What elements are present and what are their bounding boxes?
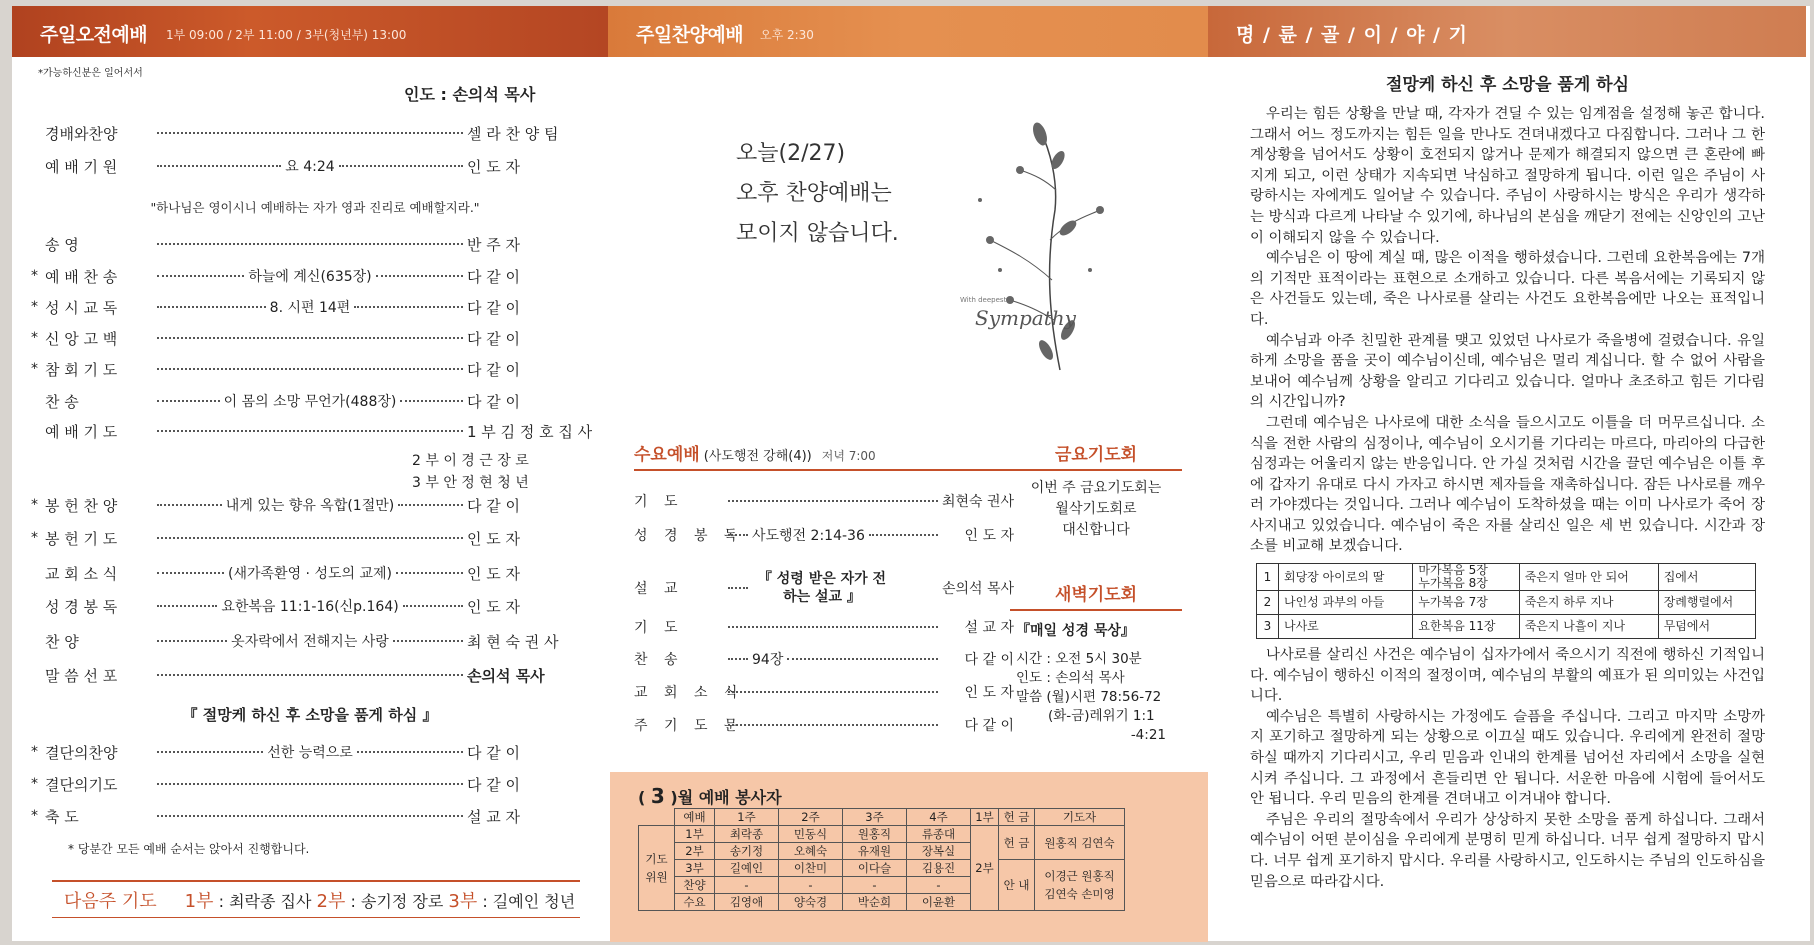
notice-line: 모이지 않습니다. xyxy=(736,221,899,246)
standing-mark: * xyxy=(31,808,38,824)
left-header-band xyxy=(12,6,608,57)
article-paragraph: 그런데 예수님은 나사로에 대한 소식을 들으시고도 이틀을 더 머무르십니다. 소식을 전한 사람의 심정이나, 예수님이 오시기를 기다리는 마르다, 마리아의 다급한 심정과는 어울리지 않는 반응입니다. 안 가실 것처럼 시간을 끌던 예수님은 이틀 후에 갑자기 유대로 다시 가자고 하시면 제자들을 재촉하십니다. 잠든 나사로를 깨우러 가야겠다는 것입니다. 그러나 예수님이 도착하셨을 때는 이미 나사로가 죽어 장사지내고 있었습니다. 예수님이 죽은 자를 살리신 일은 세 번 있습니다. 시간과 장소를 비교해 보겠습니다. xyxy=(1250,414,1765,555)
serv-cell: 송기정 xyxy=(715,843,779,860)
order-item-label: 찬 송 xyxy=(45,392,79,411)
serv-usher-names xyxy=(1035,860,1125,911)
scripture-quote: "하나님은 영이시니 예배하는 자가 영과 진리로 예배할지라." xyxy=(150,200,480,215)
seated-note: * 당분간 모든 예배 순서는 앉아서 진행합니다. xyxy=(68,842,310,856)
wed-time: 저녁 7:00 xyxy=(821,449,876,463)
serv-cell: 2부 xyxy=(675,843,715,860)
order-item-detail: 요 4:24 xyxy=(285,159,335,175)
order-row xyxy=(31,358,575,380)
wed-person: 인 도 자 xyxy=(964,528,1014,544)
order-item-person: 다 같 이 xyxy=(467,267,521,286)
order-item-detail: 이 몸의 소망 무언가(488장) xyxy=(223,394,397,410)
friday-line: 이번 주 금요기도회는 xyxy=(1030,480,1162,496)
friday-text xyxy=(1010,478,1182,541)
miracle-cell: 죽은지 하루 지나 xyxy=(1519,591,1658,615)
card-small-text: With deepest xyxy=(960,296,1007,304)
next-week-part: 1부 xyxy=(184,890,214,912)
wed-label: 설 교 xyxy=(634,581,684,597)
next-week-person: : 송기정 장로 xyxy=(345,891,449,911)
serv-head: 1주 xyxy=(715,809,779,826)
standing-mark: * xyxy=(31,744,38,760)
order-row xyxy=(45,562,575,584)
wed-detail: 사도행전 2:14-36 xyxy=(752,528,865,544)
wed-subtitle: (사도행전 강해(4)) xyxy=(703,449,812,464)
article-paragraph: 예수님과 아주 친밀한 관계를 맺고 있었던 나사로가 죽을병에 걸렸습니다. 유일하게 소망을 품을 곳이 예수님이신데, 예수님은 멀리 계십니다. 할 수 없어 사람을 보내어 예수님께 상황을 알리고 기다리고 있습니다. 얼마나 초조하고 힘든 기다림의 시간입니까? xyxy=(1250,332,1765,411)
serv-head: 예배 xyxy=(675,809,715,826)
miracle-cell: 죽은지 얼마 안 되어 xyxy=(1519,564,1658,591)
wed-label: 기 도 xyxy=(634,494,684,510)
sympathy-flower-illustration xyxy=(950,120,1110,380)
wed-person: 다 같 이 xyxy=(964,652,1014,668)
miracle-cell: 3 xyxy=(1257,615,1279,639)
order-item-label: 성 시 교 독 xyxy=(45,298,118,317)
order-item-person: 셀 라 찬 양 팀 xyxy=(467,124,559,143)
serv-cell: 1부 xyxy=(675,826,715,843)
wed-row xyxy=(634,714,1014,736)
order-row xyxy=(31,296,575,318)
miracle-cell: 나인성 과부의 아들 xyxy=(1279,591,1413,615)
wed-label: 성 경 봉 독 xyxy=(634,528,744,544)
dawn-title: 새벽기도회 xyxy=(1054,585,1138,605)
order-row xyxy=(31,527,575,549)
serv-cell: 이윤환 xyxy=(907,894,971,911)
order-item-label: 송 영 xyxy=(45,235,79,254)
order-row xyxy=(45,420,593,442)
miracle-cell: 1 xyxy=(1257,564,1279,591)
next-week-part: 3부 xyxy=(448,890,478,912)
next-week-label: 다음주 기도 xyxy=(64,890,157,912)
order-row xyxy=(31,494,575,516)
notice-line: 오후 찬양예배는 xyxy=(736,181,892,206)
order-item-person: 최 현 숙 권 사 xyxy=(467,632,559,651)
wed-person: 손의석 목사 xyxy=(942,581,1015,597)
usher-name: 김연숙 손미영 xyxy=(1044,887,1115,901)
wed-detail: 94장 xyxy=(752,652,784,668)
order-item-person: 인 도 자 xyxy=(467,529,521,548)
order-item-label: 결단의기도 xyxy=(45,775,118,794)
order-row xyxy=(31,805,575,827)
wed-title: 수요예배 xyxy=(634,445,700,465)
order-item-label: 예 배 기 도 xyxy=(45,422,118,441)
order-row xyxy=(45,390,575,412)
serv-usher: 안 내 xyxy=(999,860,1035,911)
left-band-sub: 1부 09:00 / 2부 11:00 / 3부(청년부) 13:00 xyxy=(166,28,407,42)
serv-offering-names: 원홍직 김연숙 xyxy=(1035,826,1125,860)
mid-header-band xyxy=(608,6,1208,57)
usher-name: 이경근 원홍직 xyxy=(1044,869,1115,883)
wed-label: 찬 송 xyxy=(634,652,684,668)
order-item-detail: 내게 있는 향유 옥합(1절만) xyxy=(225,498,395,514)
order-item-label: 교 회 소 식 xyxy=(45,564,118,583)
dawn-subtitle: 『매일 성경 묵상』 xyxy=(1016,623,1135,639)
serv-cell: 김용진 xyxy=(907,860,971,877)
standing-mark: * xyxy=(31,330,38,346)
serv-cell: 민동식 xyxy=(779,826,843,843)
cancel-notice xyxy=(736,134,899,254)
order-item-detail: 선한 능력으로 xyxy=(267,745,353,761)
wed-row xyxy=(634,681,1014,703)
serv-cell: 양숙경 xyxy=(779,894,843,911)
miracle-cell: 누가복음 7장 xyxy=(1413,591,1519,615)
serv-cell: 오혜숙 xyxy=(779,843,843,860)
order-item-person: 반 주 자 xyxy=(467,235,521,254)
article-paragraph: 예수님은 이 땅에 계실 때, 많은 이적을 행하셨습니다. 그런데 요한복음에는 7개의 기적만 표적이라는 표현으로 소개하고 있습니다. 다른 복음서에는 기록되지 않은 사건들도 있는데, 죽은 나사로를 살리는 사건도 요한복음에만 나오는 표적입니다. xyxy=(1250,250,1765,328)
wed-detail: 『 성령 받은 자가 전하는 설교 』 xyxy=(757,571,887,605)
wed-row xyxy=(634,524,1014,546)
order-item-person: 다 같 이 xyxy=(467,392,521,411)
standing-mark: * xyxy=(31,530,38,546)
card-sympathy-text: Sympathy xyxy=(975,306,1076,330)
dawn-line: (화-금)레위기 1:1 xyxy=(1048,708,1155,724)
order-item-person: 다 같 이 xyxy=(467,775,521,794)
servants-box xyxy=(610,772,1208,942)
miracle-cell: 장례행렬에서 xyxy=(1658,591,1755,615)
servants-title: ( 3 )월 예배 봉사자 xyxy=(638,784,782,808)
serv-cell: 김영애 xyxy=(715,894,779,911)
article-title: 절망케 하신 후 소망을 품게 하심 xyxy=(1385,75,1630,95)
serv-side: 기도 위원 xyxy=(639,826,675,911)
serv-head: 4주 xyxy=(907,809,971,826)
wed-label: 주 기 도 문 xyxy=(634,718,744,734)
serv-cell: 이다슬 xyxy=(843,860,907,877)
order-item-label: 성 경 봉 독 xyxy=(45,597,118,616)
order-row xyxy=(45,630,575,652)
standing-mark: * xyxy=(31,497,38,513)
order-item-detail: 옷자락에서 전해지는 사랑 xyxy=(231,634,389,650)
order-row xyxy=(31,741,575,763)
notice-line: 오늘(2/27) xyxy=(736,141,846,166)
wed-row xyxy=(634,490,1014,512)
order-item-person: 인 도 자 xyxy=(467,157,521,176)
prayer-2bu: 2 부 이 경 근 장 로 xyxy=(412,453,529,469)
order-item-person: 1 부 김 정 호 집 사 xyxy=(467,422,593,441)
standing-note: *가능하신분은 일어서서 xyxy=(38,68,143,79)
order-item-label: 경배와찬양 xyxy=(45,124,118,143)
order-item-label: 신 앙 고 백 xyxy=(45,329,118,348)
wed-person: 인 도 자 xyxy=(964,685,1014,701)
article-body xyxy=(1250,104,1765,892)
next-week-person: : 최락종 집사 xyxy=(213,891,317,911)
serv-cell: 이찬미 xyxy=(779,860,843,877)
serv-cell: - xyxy=(779,877,843,894)
order-item-label: 결단의찬양 xyxy=(45,743,118,762)
order-item-label: 예 배 찬 송 xyxy=(45,267,118,286)
prayer-3bu: 3 부 안 정 현 청 년 xyxy=(412,475,529,491)
order-item-detail: 하늘에 계신(635장) xyxy=(248,269,372,285)
friday-header xyxy=(1010,440,1182,471)
servants-table xyxy=(638,808,1125,911)
order-row xyxy=(45,664,575,686)
serv-cell: 장복실 xyxy=(907,843,971,860)
order-item-label: 예 배 기 원 xyxy=(45,157,118,176)
miracle-cell: 무덤에서 xyxy=(1658,615,1755,639)
wed-row xyxy=(634,648,1014,670)
dawn-line: -4:21 xyxy=(1130,727,1166,743)
serv-cell: 박순희 xyxy=(843,894,907,911)
standing-mark: * xyxy=(31,361,38,377)
order-item-person: 다 같 이 xyxy=(467,360,521,379)
order-row xyxy=(45,122,575,144)
serv-row xyxy=(639,860,1125,877)
standing-mark: * xyxy=(31,776,38,792)
friday-line: 월삭기도회로 xyxy=(1055,501,1137,517)
standing-mark: * xyxy=(31,268,38,284)
article-paragraph: 나사로를 살리신 사건은 예수님이 십자가에서 죽으시기 직전에 행하신 기적입니다. 예수님이 행하신 이적의 절정이며, 예수님의 부활의 예표가 된 의미있는 사건입니다. xyxy=(1250,647,1765,705)
left-band-title: 주일오전예배 xyxy=(40,24,148,46)
order-row xyxy=(45,233,575,255)
next-week-part: 2부 xyxy=(316,890,346,912)
miracle-cell: 나사로 xyxy=(1279,615,1413,639)
serv-cell: 길예인 xyxy=(715,860,779,877)
miracle-row xyxy=(1257,564,1756,591)
friday-title: 금요기도회 xyxy=(1054,445,1138,465)
miracle-table xyxy=(1256,563,1756,639)
servants-title-text: )월 예배 봉사자 xyxy=(670,788,782,807)
order-item-label: 참 회 기 도 xyxy=(45,360,118,379)
next-week-prayer xyxy=(52,880,580,918)
order-item-detail: 8. 시편 14편 xyxy=(269,300,351,316)
order-item-person: 다 같 이 xyxy=(467,329,521,348)
dawn-line: 시간 : 오전 5시 30분 xyxy=(1016,651,1142,667)
dawn-lines xyxy=(1016,650,1166,745)
order-item-person: 다 같 이 xyxy=(467,496,521,515)
mid-band-sub: 오후 2:30 xyxy=(760,28,814,42)
serv-cell: 유재원 xyxy=(843,843,907,860)
serv-cell: 최락종 xyxy=(715,826,779,843)
order-row xyxy=(31,773,575,795)
dawn-line: 말씀 (월)시편 78:56-72 xyxy=(1016,689,1162,705)
order-item-person: 인 도 자 xyxy=(467,564,521,583)
serv-head: 1부 xyxy=(971,809,999,826)
dawn-header xyxy=(1010,580,1182,611)
article-paragraph: 예수님은 특별히 사랑하시는 가정에도 슬픔을 주십니다. 그리고 마지막 소망까지 포기하고 절망하게 되는 상황으로 이끄실 때도 있습니다. 우리에게 완전히 절망하실 때까지 기다리시고, 우리 믿음과 인내의 한계를 넘어선 자리에서 소망을 실현시켜 주십니다. 그 과정에서 흔들리면 안 됩니다. 서운한 마음에 시험에 들어서도 안 됩니다. 우리 믿음의 한계를 견뎌내고 이겨내야 합니다. xyxy=(1250,708,1765,808)
order-item-person: 설 교 자 xyxy=(467,807,521,826)
serv-head: 기도자 xyxy=(1035,809,1125,826)
order-item-label: 축 도 xyxy=(45,807,79,826)
serv-cell: 찬양 xyxy=(675,877,715,894)
serv-cell: 원홍직 xyxy=(843,826,907,843)
article-paragraph: 우리는 힘든 상황을 만날 때, 각자가 견딜 수 있는 임계점을 설정해 놓곤 합니다. 그래서 어느 정도까지는 힘든 일을 만나도 견뎌내겠다고 다짐합니다. 그러나 그 한계상황을 넘어서도 상황이 호전되지 않거나 문제가 해결되지 않으면 큰 혼란에 빠지게 되고, 이런 상태가 지속되면 낙심하고 절망하게 됩니다. 이런 일은 주님이 사랑하시는 자에게도 일어날 수 있습니다. 주님이 사랑하시는 방식은 우리가 생각하는 방식과 다르게 나타날 수 있기에, 하나님의 본심을 깨닫기 전에는 신앙인의 고난이 이해되지 않을 수 있습니다. xyxy=(1250,106,1765,246)
sermon-title: 『 절망케 하신 후 소망을 품게 하심 』 xyxy=(182,706,438,724)
next-week-person: : 길예인 청년 xyxy=(477,891,576,911)
order-item-person: 다 같 이 xyxy=(467,743,521,762)
miracle-row xyxy=(1257,615,1756,639)
wed-person: 설 교 자 xyxy=(964,620,1014,636)
miracle-cell: 집에서 xyxy=(1658,564,1755,591)
order-item-label: 말 씀 선 포 xyxy=(45,666,118,685)
serv-cell: 류종대 xyxy=(907,826,971,843)
miracle-cell: 회당장 아이로의 딸 xyxy=(1279,564,1413,591)
miracle-cell: 요한복음 11장 xyxy=(1413,615,1519,639)
order-item-label: 찬 양 xyxy=(45,632,79,651)
order-item-person: 다 같 이 xyxy=(467,298,521,317)
serv-head: 2주 xyxy=(779,809,843,826)
miracle-cell: 마가복음 5장 누가복음 8장 xyxy=(1413,564,1519,591)
order-row xyxy=(31,265,575,287)
right-header-band xyxy=(1208,6,1806,57)
article-paragraph: 주님은 우리의 절망속에서 우리가 상상하지 못한 소망을 품게 하십니다. 그래서 예수님이 어떤 분이심을 우리에게 분명히 믿게 하십니다. 너무 쉽게 절망하지 맙시다. 너무 쉽게 포기하지 맙시다. 우리를 사랑하시고, 인도하시는 주님의 인도하심을 믿음으로 따라갑시다. xyxy=(1250,811,1765,890)
miracle-cell: 2 xyxy=(1257,591,1279,615)
serv-cell: - xyxy=(907,877,971,894)
wed-header xyxy=(634,440,1014,471)
mid-band-title: 주일찬양예배 xyxy=(636,24,744,46)
serv-offering: 헌 금 xyxy=(999,826,1035,860)
order-row xyxy=(45,595,575,617)
serv-2bu: 2부 xyxy=(971,826,999,911)
order-item-detail: (새가족환영 · 성도의 교제) xyxy=(228,566,392,582)
order-item-label: 봉 헌 기 도 xyxy=(45,529,118,548)
wed-label: 교 회 소 식 xyxy=(634,685,744,701)
order-item-label: 봉 헌 찬 양 xyxy=(45,496,118,515)
standing-mark: * xyxy=(31,299,38,315)
serv-head: 헌 금 xyxy=(999,809,1035,826)
order-item-detail: 요한복음 11:1-16(신p.164) xyxy=(221,599,399,615)
serv-cell: - xyxy=(843,877,907,894)
dawn-line: 인도 : 손의석 목사 xyxy=(1016,670,1125,686)
serv-cell: 수요 xyxy=(675,894,715,911)
order-item-person: 손의석 목사 xyxy=(467,666,545,685)
order-item-person: 인 도 자 xyxy=(467,597,521,616)
wed-person: 다 같 이 xyxy=(964,718,1014,734)
right-band-title: 명 / 륜 / 골 / 이 / 야 / 기 xyxy=(1236,24,1468,46)
serv-row xyxy=(639,826,1125,843)
serv-cell: 3부 xyxy=(675,860,715,877)
leader: 인도 : 손의석 목사 xyxy=(404,85,536,104)
miracle-cell: 죽은지 나흘이 지나 xyxy=(1519,615,1658,639)
wed-label: 기 도 xyxy=(634,620,684,636)
friday-line: 대신합니다 xyxy=(1062,522,1130,538)
servants-month: 3 xyxy=(650,784,665,808)
order-row xyxy=(31,327,575,349)
miracle-row xyxy=(1257,591,1756,615)
serv-cell: - xyxy=(715,877,779,894)
wed-person: 최현숙 권사 xyxy=(942,494,1015,510)
order-row xyxy=(45,155,575,177)
wed-row xyxy=(634,616,1014,638)
wed-row xyxy=(634,568,1014,608)
serv-head: 3주 xyxy=(843,809,907,826)
